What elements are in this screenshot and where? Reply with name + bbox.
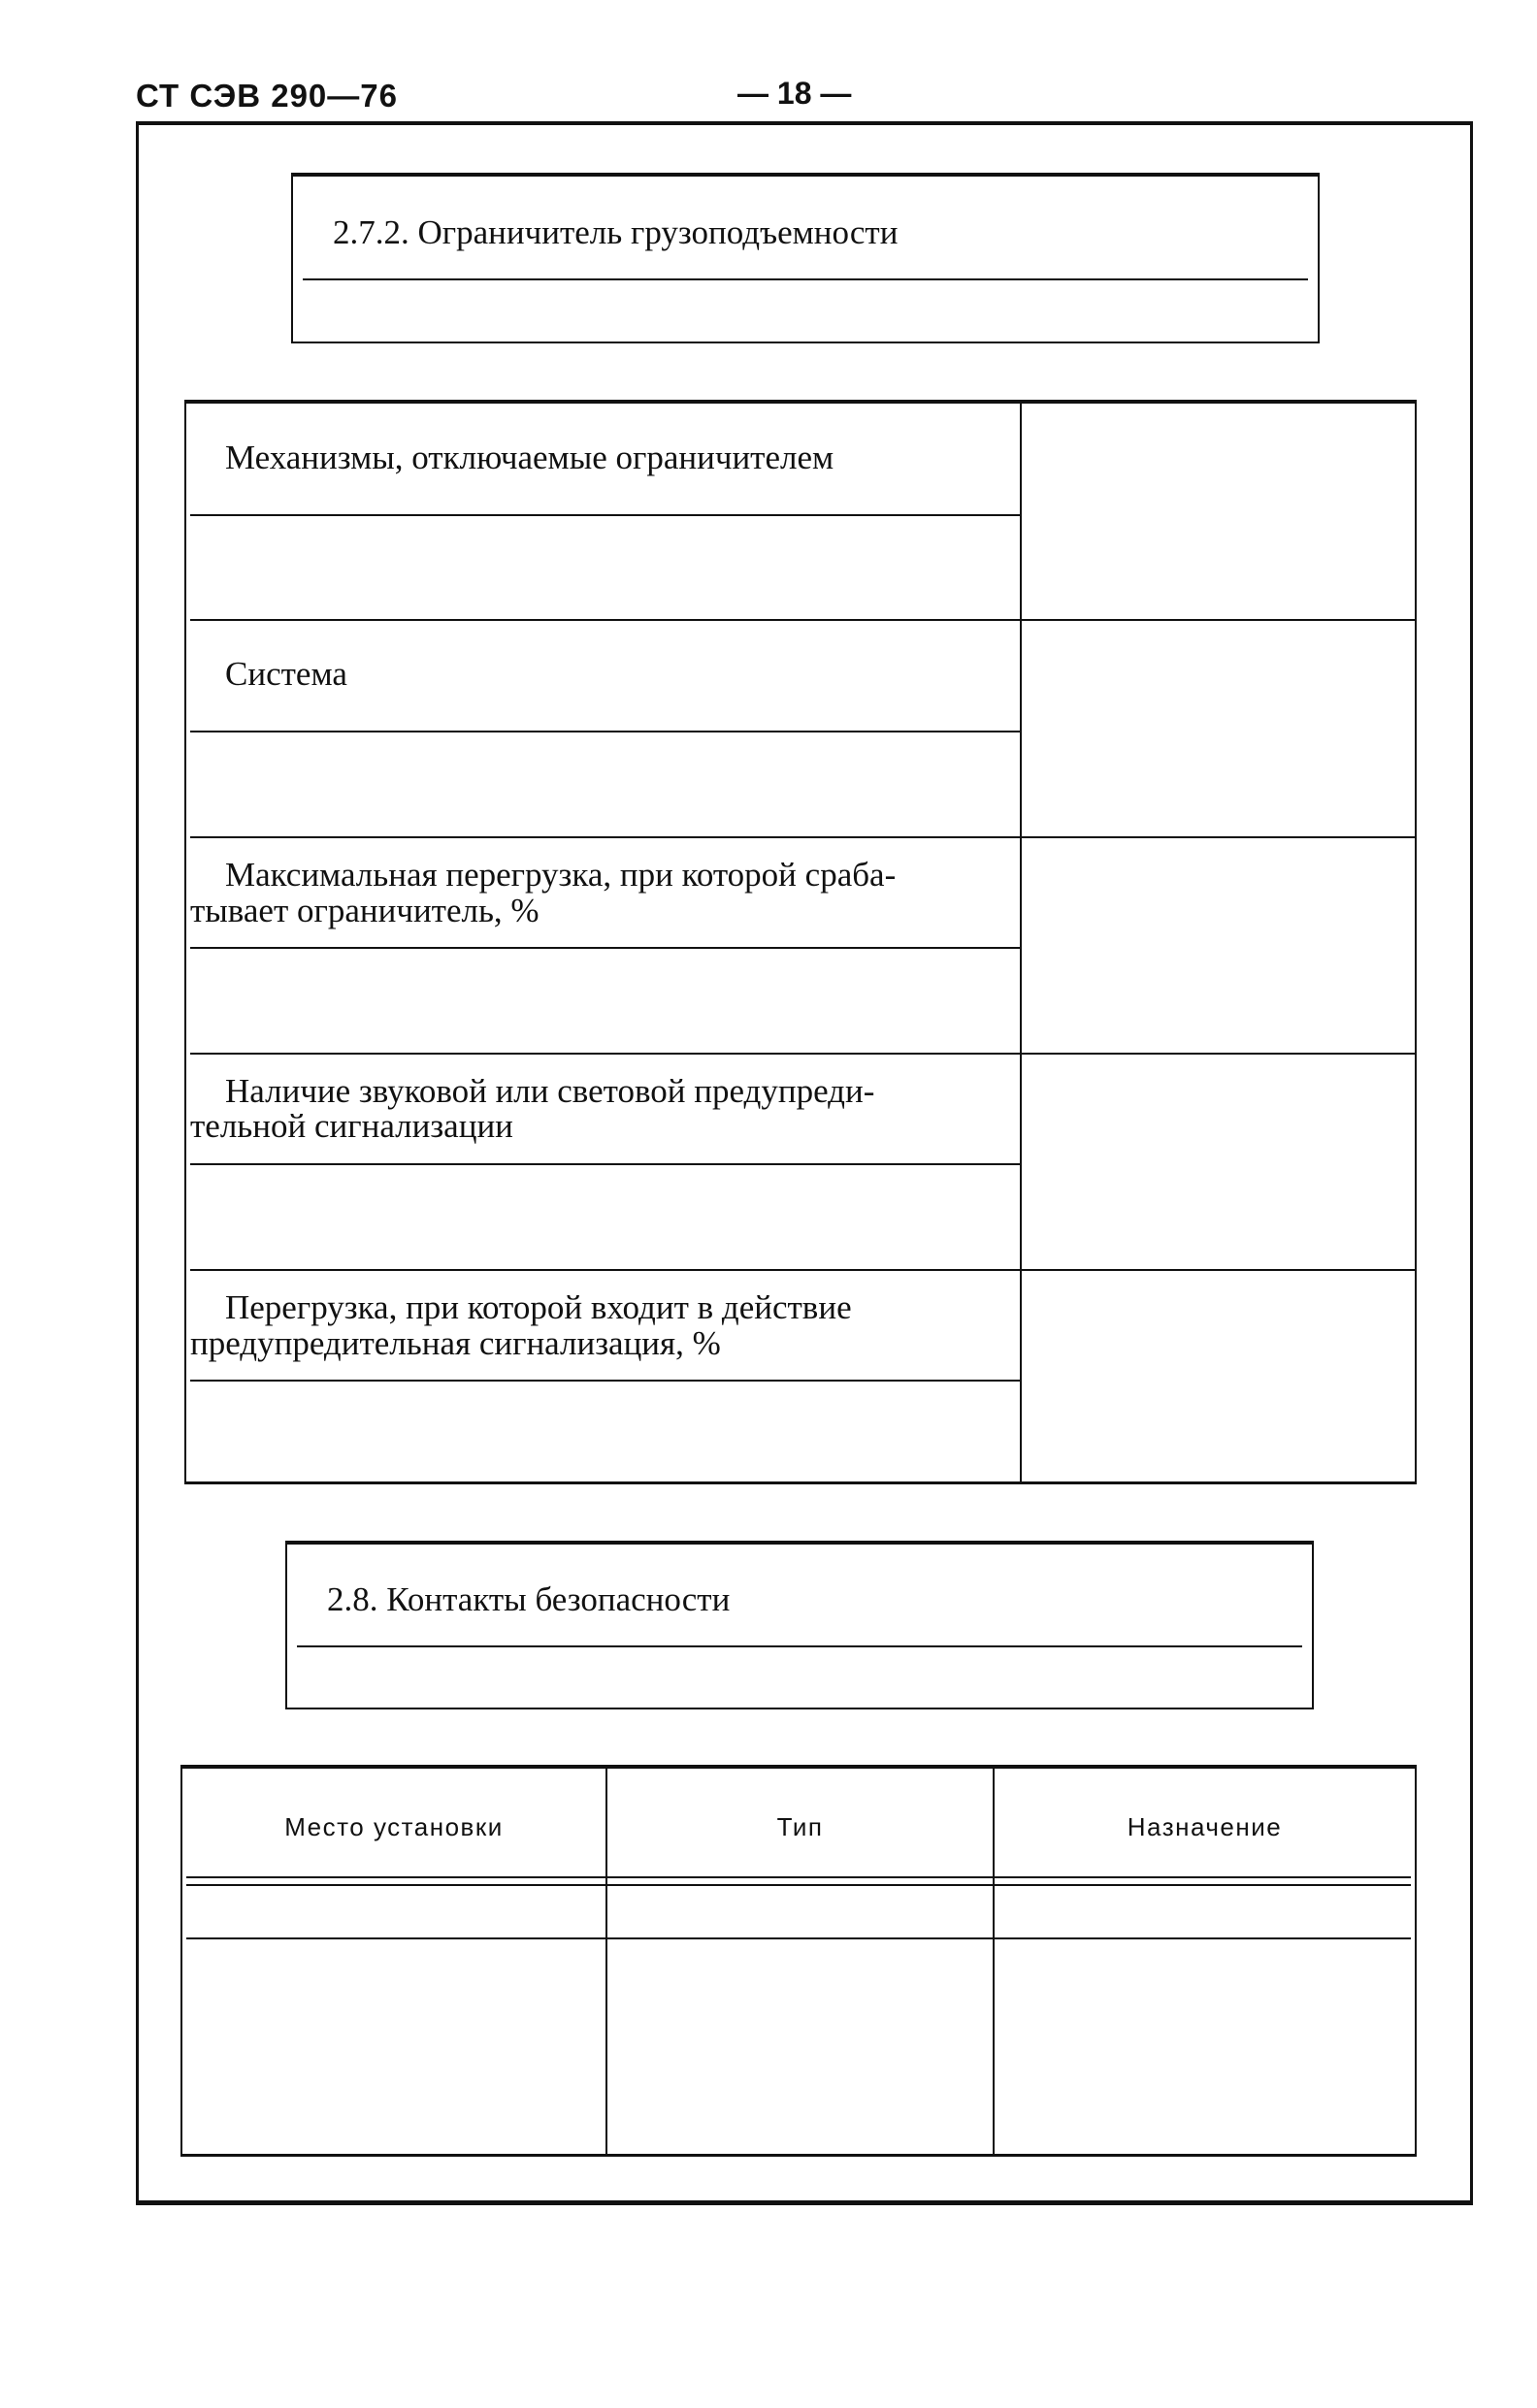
limiter-row-divider <box>190 731 1020 732</box>
limiter-row-label: Максимальная перегрузка, при которой сраба- <box>225 856 897 894</box>
limiter-row-divider <box>190 1380 1020 1382</box>
column-header-location: Место установки <box>284 1812 504 1841</box>
limiter-row-divider <box>190 514 1020 516</box>
column-header-purpose: Назначение <box>1127 1812 1283 1841</box>
limiter-row-divider <box>190 1163 1020 1165</box>
limiter-row-label: тывает ограничитель, % <box>190 892 540 929</box>
limiter-row-label: Система <box>225 655 347 693</box>
limiter-row-separator <box>190 619 1415 621</box>
limiter-row-label: тельной сигнализации <box>190 1107 513 1145</box>
document-code: СТ СЭВ 290—76 <box>136 78 398 114</box>
section-28-title: 2.8. Контакты безопасности <box>327 1580 731 1618</box>
page-number: — 18 — <box>737 76 852 111</box>
table-row-divider <box>186 1937 1411 1939</box>
section-272-title-box <box>291 173 1320 343</box>
limiter-row-separator <box>190 1269 1415 1271</box>
section-272-title: 2.7.2. Ограничитель грузоподъемности <box>333 213 899 251</box>
limiter-row-label: Перегрузка, при которой входит в действие <box>225 1288 852 1326</box>
column-header-type: Тип <box>776 1812 824 1841</box>
limiter-table-column-divider <box>1020 402 1022 1482</box>
table-row <box>186 1941 1411 2155</box>
table-row <box>186 1888 1411 1936</box>
section-28-title-box <box>285 1541 1314 1709</box>
table-header-rule <box>186 1884 1411 1886</box>
section-272-title-divider <box>303 278 1308 280</box>
limiter-row-label: Наличие звуковой или световой предупреди- <box>225 1072 875 1110</box>
limiter-row-separator <box>190 836 1415 838</box>
limiter-row-divider <box>190 947 1020 949</box>
limiter-row-label: Механизмы, отключаемые ограничителем <box>225 439 834 476</box>
table-header-rule <box>186 1876 1411 1878</box>
section-28-title-divider <box>297 1645 1302 1647</box>
limiter-row-label: предупредительная сигнализация, % <box>190 1324 721 1362</box>
limiter-row-separator <box>190 1053 1415 1055</box>
